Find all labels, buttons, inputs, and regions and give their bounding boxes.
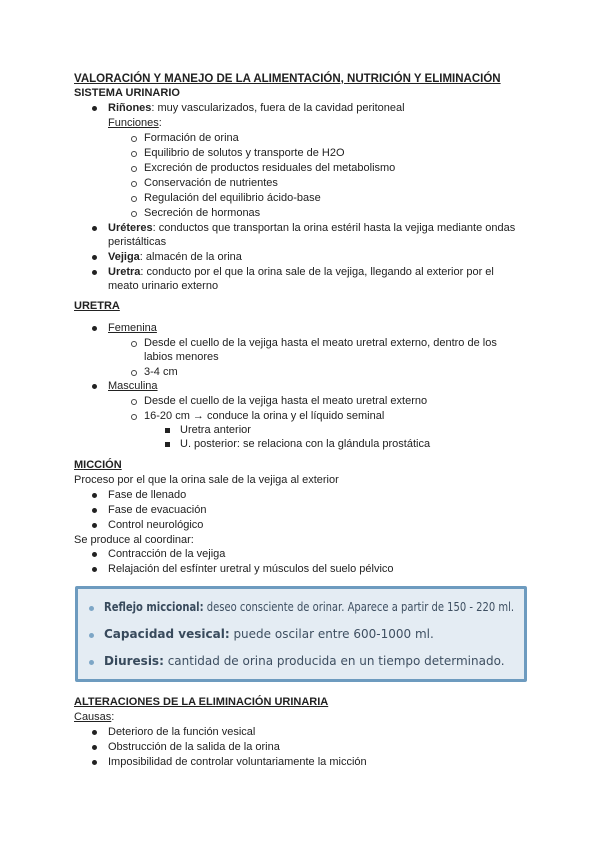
masculina-detail: Desde el cuello de la vejiga hasta el meato uretral externo bbox=[144, 395, 428, 407]
funciones-label-text: Funciones bbox=[108, 117, 159, 129]
bullet-icon bbox=[92, 326, 97, 331]
funcion-item: Secreción de hormonas bbox=[144, 207, 261, 219]
desc-rinones: : muy vascularizados, fuera de la cavidad peritoneal bbox=[151, 102, 405, 114]
causas-label-text: Causas bbox=[74, 711, 112, 723]
term-rinones: Riñones bbox=[108, 102, 152, 114]
miccion-intro: Proceso por el que la orina sale de la vejiga al exterior bbox=[74, 474, 339, 486]
highlight-box bbox=[75, 586, 527, 682]
highlight-bullet-icon bbox=[89, 660, 94, 665]
section-heading-sistema: SISTEMA URINARIO bbox=[74, 87, 180, 99]
bullet-icon bbox=[92, 745, 97, 750]
masculina-sub-item: U. posterior: se relaciona con la glándula prostática bbox=[180, 438, 431, 450]
bullet-icon bbox=[92, 523, 97, 528]
square-bullet-icon bbox=[165, 442, 170, 447]
causa-item: Deterioro de la función vesical bbox=[108, 726, 256, 738]
funciones-colon: : bbox=[158, 117, 162, 129]
bullet-icon bbox=[92, 384, 97, 389]
coordinar-item: Relajación del esfínter uretral y músculos del suelo pélvico bbox=[108, 563, 394, 575]
list-item-ureteres bbox=[108, 221, 515, 235]
highlight-desc: cantidad de orina producida en un tiempo determinado. bbox=[163, 654, 505, 668]
desc-uretra: : conducto por el que la orina sale de la vejiga, llegando al exterior por el bbox=[140, 266, 494, 278]
bullet-icon bbox=[92, 552, 97, 557]
circle-bullet-icon bbox=[131, 414, 137, 420]
bullet-icon bbox=[92, 255, 97, 260]
funcion-item: Excreción de productos residuales del metabolismo bbox=[144, 162, 396, 174]
list-item-uretra bbox=[108, 265, 494, 279]
highlight-item-capacidad bbox=[104, 627, 434, 641]
bullet-icon bbox=[92, 106, 97, 111]
funcion-item: Conservación de nutrientes bbox=[144, 177, 278, 189]
page-title: VALORACIÓN Y MANEJO DE LA ALIMENTACIÓN, NUTRICIÓN Y ELIMINACIÓN bbox=[74, 73, 501, 85]
circle-bullet-icon bbox=[131, 151, 137, 157]
list-item-vejiga bbox=[108, 250, 242, 264]
fase-item: Fase de llenado bbox=[108, 489, 187, 501]
bullet-icon bbox=[92, 567, 97, 572]
circle-bullet-icon bbox=[131, 370, 137, 376]
bullet-icon bbox=[92, 493, 97, 498]
circle-bullet-icon bbox=[131, 399, 137, 405]
term-uretra: Uretra bbox=[108, 266, 141, 278]
funciones-label bbox=[108, 116, 162, 130]
highlight-desc: puede oscilar entre 600-1000 ml. bbox=[229, 627, 434, 641]
circle-bullet-icon bbox=[131, 166, 137, 172]
list-item-masculina: Masculina bbox=[108, 380, 158, 392]
circle-bullet-icon bbox=[131, 136, 137, 142]
highlight-term: Diuresis: bbox=[104, 654, 164, 668]
circle-bullet-icon bbox=[131, 341, 137, 347]
highlight-term: Reflejo miccional: bbox=[104, 600, 204, 614]
highlight-bullet-icon bbox=[89, 606, 94, 611]
bullet-icon bbox=[92, 270, 97, 275]
section-heading-alteraciones: ALTERACIONES DE LA ELIMINACIÓN URINARIA bbox=[74, 696, 329, 708]
circle-bullet-icon bbox=[131, 181, 137, 187]
list-item-rinones bbox=[108, 101, 405, 115]
term-vejiga: Vejiga bbox=[108, 251, 140, 263]
causas-colon: : bbox=[111, 711, 115, 723]
coordinar-label: Se produce al coordinar: bbox=[74, 534, 194, 546]
coordinar-item: Contracción de la vejiga bbox=[108, 548, 226, 560]
bullet-icon bbox=[92, 226, 97, 231]
femenina-length: 3-4 cm bbox=[144, 366, 178, 378]
femenina-detail: Desde el cuello de la vejiga hasta el meato uretral externo, dentro de los bbox=[144, 337, 497, 349]
section-heading-miccion: MICCIÓN bbox=[74, 459, 122, 471]
list-item-uretra-cont: meato urinario externo bbox=[108, 280, 219, 292]
highlight-desc: deseo consciente de orinar. Aparece a partir de 150 - 220 ml. bbox=[203, 600, 515, 614]
masculina-length: 16-20 cm → conduce la orina y el líquido seminal bbox=[144, 410, 385, 422]
circle-bullet-icon bbox=[131, 211, 137, 217]
femenina-detail-cont: labios menores bbox=[144, 351, 219, 363]
circle-bullet-icon bbox=[131, 196, 137, 202]
bullet-icon bbox=[92, 508, 97, 513]
causas-label bbox=[74, 710, 114, 724]
funcion-item: Equilibrio de solutos y transporte de H2O bbox=[144, 147, 345, 159]
highlight-item-reflejo bbox=[104, 600, 514, 614]
highlight-bullet-icon bbox=[89, 633, 94, 638]
highlight-term: Capacidad vesical: bbox=[104, 627, 230, 641]
desc-ureteres: : conductos que transportan la orina estéril hasta la vejiga mediante ondas bbox=[152, 222, 516, 234]
fase-item: Fase de evacuación bbox=[108, 504, 207, 516]
fase-item: Control neurológico bbox=[108, 519, 204, 531]
masculina-sub-item: Uretra anterior bbox=[180, 424, 251, 436]
bullet-icon bbox=[92, 730, 97, 735]
desc-vejiga: : almacén de la orina bbox=[139, 251, 242, 263]
causa-item: Imposibilidad de controlar voluntariamente la micción bbox=[108, 756, 367, 768]
list-item-ureteres-cont: peristálticas bbox=[108, 236, 167, 248]
funcion-item: Regulación del equilibrio ácido-base bbox=[144, 192, 321, 204]
causa-item: Obstrucción de la salida de la orina bbox=[108, 741, 280, 753]
bullet-icon bbox=[92, 760, 97, 765]
highlight-item-diuresis bbox=[104, 654, 505, 668]
funcion-item: Formación de orina bbox=[144, 132, 239, 144]
square-bullet-icon bbox=[165, 428, 170, 433]
list-item-femenina: Femenina bbox=[108, 322, 157, 334]
section-heading-uretra: URETRA bbox=[74, 300, 120, 312]
term-ureteres: Uréteres bbox=[108, 222, 153, 234]
